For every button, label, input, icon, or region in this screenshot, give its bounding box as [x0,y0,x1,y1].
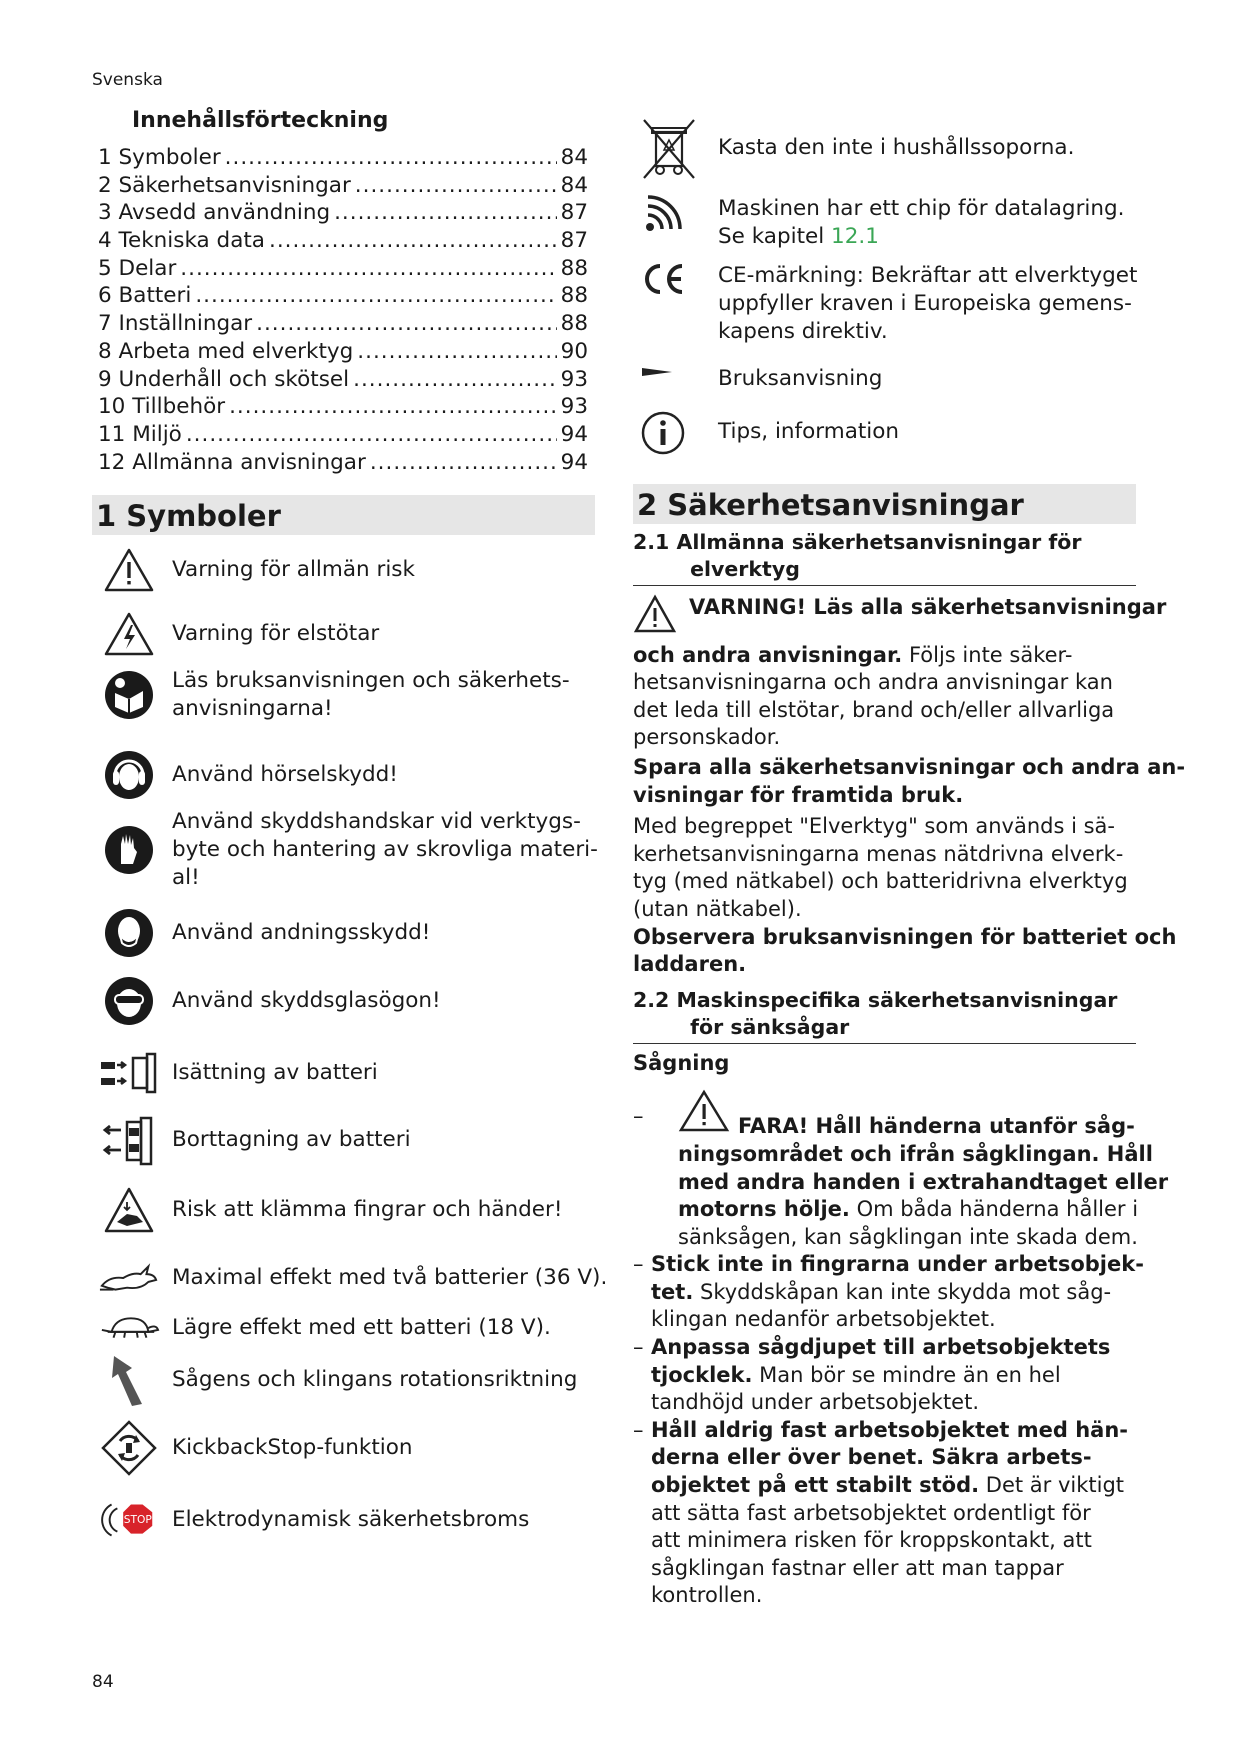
toc-entry-page: 87 [560,228,588,254]
toc-entry-page: 88 [560,283,588,309]
toc-entry-page: 94 [560,449,588,475]
toc-entry-page: 94 [560,421,588,447]
toc-leader [229,394,557,419]
symbol-description: Isättning av batteri [172,1060,378,1085]
symbol-description: Varning för elstötar [172,621,380,646]
toc-entry-label: 11 Miljö [98,421,182,447]
term-definition: Med begreppet "Elverktyg" som används i sä- kerhetsanvisningarna menas nätdrivna elverk- tyg (med nätkabel) och batteridrivna elverktyg (utan nätkabel). [633,814,1128,921]
toc-entry-page: 90 [560,338,588,364]
toc-entry-page: 93 [560,394,588,420]
symbol-row [98,1112,598,1168]
symbol-row [98,973,598,1029]
toc-entry [98,450,588,478]
stop-label: STOP [123,1512,152,1526]
symbol-description: KickbackStop-funktion [172,1435,413,1460]
danger-triangle-icon [678,1089,738,1141]
stop-brake-icon [98,1492,160,1548]
symbol-row [640,410,1150,456]
read-manual-icon [98,667,160,723]
toc-leader [370,450,557,475]
symbol-description: Använd skyddsglasögon! [172,988,441,1013]
toc-entry-page: 88 [560,311,588,337]
symbol-row [98,606,598,662]
symbol-row [98,1250,608,1306]
toc-entry [98,422,588,450]
list-item: – FARA! Håll händerna utanför såg- ningsområdet och ifrån sågklingan. Håll med andra handen i extrahandtaget eller motorns hölje. Om båda händerna håller i sänksågen, kan sågklingan inte skada dem. [633,1089,1136,1251]
symbol-row [640,262,1150,346]
toc-leader [353,367,557,392]
toc-entry [98,200,588,228]
toc-entry [98,367,588,395]
toc-entry-label: 5 Delar [98,255,177,281]
warning-paragraph [633,594,1167,752]
info-icon [640,410,710,456]
symbol-row [98,1352,598,1408]
toc-leader [225,145,557,170]
toc-entry-label: 10 Tillbehör [98,394,226,420]
toc-leader [256,311,557,336]
hare-icon [98,1250,160,1306]
symbol-description: CE-märkning: Bekräftar att elverktyget uppfyller kraven i Europeiska gemens- kapens direktiv. [718,263,1138,344]
toc-entry [98,145,588,173]
symbol-row [98,1492,598,1548]
observe-instructions: Observera bruksanvisningen för batteriet och laddaren. [633,924,1177,977]
chip-signal-icon [640,195,710,235]
sawing-heading: Sågning [633,1050,730,1075]
symbol-row [98,747,598,803]
list-item: – Anpassa sågdjupet till arbetsobjektets tjocklek. Man bör se mindre än en hel tandhöjd under arbetsobjektet. [633,1335,1111,1415]
battery-insert-icon [98,1045,160,1101]
toc-entry [98,228,588,256]
symbol-row [640,365,1150,393]
toc-leader [186,422,557,447]
toc-entry-label: 2 Säkerhetsanvisningar [98,172,351,198]
safety-heading: 2 Säkerhetsanvisningar [633,484,1136,524]
gloves-icon [98,822,160,878]
subheading-machine-safety: 2.2 Maskinspecifika säkerhetsanvisningar för sänksågar [633,987,1136,1044]
goggles-icon [98,973,160,1029]
toc-leader [355,173,557,198]
symbol-row [98,1420,598,1476]
symbol-description: Sågens och klingans rotationsriktning [172,1367,578,1392]
toc-entry-label: 4 Tekniska data [98,228,265,254]
toc-entry-page: 84 [560,145,588,170]
toc-entry-page: 84 [560,172,588,198]
rotation-arrow-icon [98,1352,160,1408]
toc-entry-label: 7 Inställningar [98,311,253,337]
battery-remove-icon [98,1112,160,1168]
symbol-description: Använd andningsskydd! [172,920,431,945]
ce-mark-icon [640,262,710,296]
save-instructions: Spara alla säkerhetsanvisningar och andra an- visningar för framtida bruk. [633,754,1186,807]
toc-entry-label: 6 Batteri [98,283,192,309]
symbol-row [98,667,598,723]
electric-shock-icon [98,606,160,662]
turtle-icon [98,1300,160,1356]
symbol-row [98,542,598,598]
symbol-description: Risk att klämma fingrar och händer! [172,1197,563,1222]
warning-triangle-icon [633,594,693,642]
symbol-description: Kasta den inte i hushållssoporna. [718,135,1075,160]
warning-bold: VARNING! Läs alla säkerhetsanvisningar och andra anvisningar. [633,595,1167,667]
toc-title: Innehållsförteckning [132,108,389,133]
toc-entry-label: 9 Underhåll och skötsel [98,366,350,392]
toc-entry [98,339,588,367]
symbol-row [98,905,598,961]
chapter-reference-link[interactable]: 12.1 [831,224,879,249]
symbol-description: Elektrodynamisk säkerhetsbroms [172,1507,530,1532]
symbol-description: Borttagning av batteri [172,1127,411,1152]
kickbackstop-icon [98,1420,160,1476]
toc-entry-page: 93 [560,366,588,392]
symbol-description: Maskinen har ett chip för datalagring. Se kapitel 12.1 [718,196,1125,249]
toc-leader [357,339,556,364]
symbol-description: Använd hörselskydd! [172,762,398,787]
symbol-row [98,808,598,892]
respirator-icon [98,905,160,961]
page-number: 84 [92,1672,114,1692]
symbol-row [640,195,1150,251]
symbol-row [98,1182,598,1238]
list-item: – Håll aldrig fast arbetsobjektet med hän- derna eller över benet. Säkra arbets- objektet på ett stabilt stöd. Det är viktigt att sätta fast arbetsobjektet ordentligt för att minimera risken för kroppskontakt, att sågklingan fastnar eller att man tappar kontrollen. [633,1417,1129,1608]
symbol-row [98,1300,598,1356]
symbol-description: Använd skyddshandskar vid verktygs- byte och hantering av skrovliga materi- al! [172,809,598,890]
symbol-description: Varning för allmän risk [172,557,415,582]
toc-leader [269,228,557,253]
toc-entry-label: 1 Symboler [98,145,221,170]
toc-entry-label: 12 Allmänna anvisningar [98,449,366,475]
symbol-row [640,118,1150,180]
subheading-general-safety: 2.1 Allmänna säkerhetsanvisningar för elverktyg [633,529,1136,586]
toc-leader [180,256,556,281]
language-label: Svenska [92,70,163,90]
symbol-description: Tips, information [718,419,900,444]
toc-entry [98,173,588,201]
toc-entry-label: 8 Arbeta med elverktyg [98,338,354,364]
symbols-heading: 1 Symboler [92,495,595,535]
symbol-description: Lägre effekt med ett batteri (18 V). [172,1315,551,1340]
warning-text: Följs inte säker- hetsanvisningarna och andra anvisningar kan det leda till elstötar, brand och/eller allvarliga personskador. [633,642,1115,750]
crossed-bin-icon [640,118,710,180]
symbol-row [98,1045,598,1101]
toc-entry [98,283,588,311]
toc-entry [98,311,588,339]
hand-crush-icon [98,1182,160,1238]
symbol-description: Bruksanvisning [718,366,883,391]
list-item: – Stick inte in fingrarna under arbetsobjek- tet. Skyddskåpan kan inte skydda mot såg- klingan nedanför arbetsobjektet. [633,1252,1144,1332]
toc-leader [334,200,557,225]
symbol-description: Läs bruksanvisningen och säkerhets- anvisningarna! [172,668,570,721]
toc-entry-label: 3 Avsedd användning [98,200,331,226]
toc-leader [195,283,556,308]
toc-entry-page: 88 [560,255,588,281]
symbol-description: Maximal effekt med två batterier (36 V). [172,1265,608,1290]
toc-entry [98,394,588,422]
pointer-icon [640,365,710,379]
hearing-protection-icon [98,747,160,803]
warning-triangle-icon [98,542,160,598]
toc-entry-page: 87 [560,200,588,226]
table-of-contents [98,145,588,477]
toc-entry [98,256,588,284]
